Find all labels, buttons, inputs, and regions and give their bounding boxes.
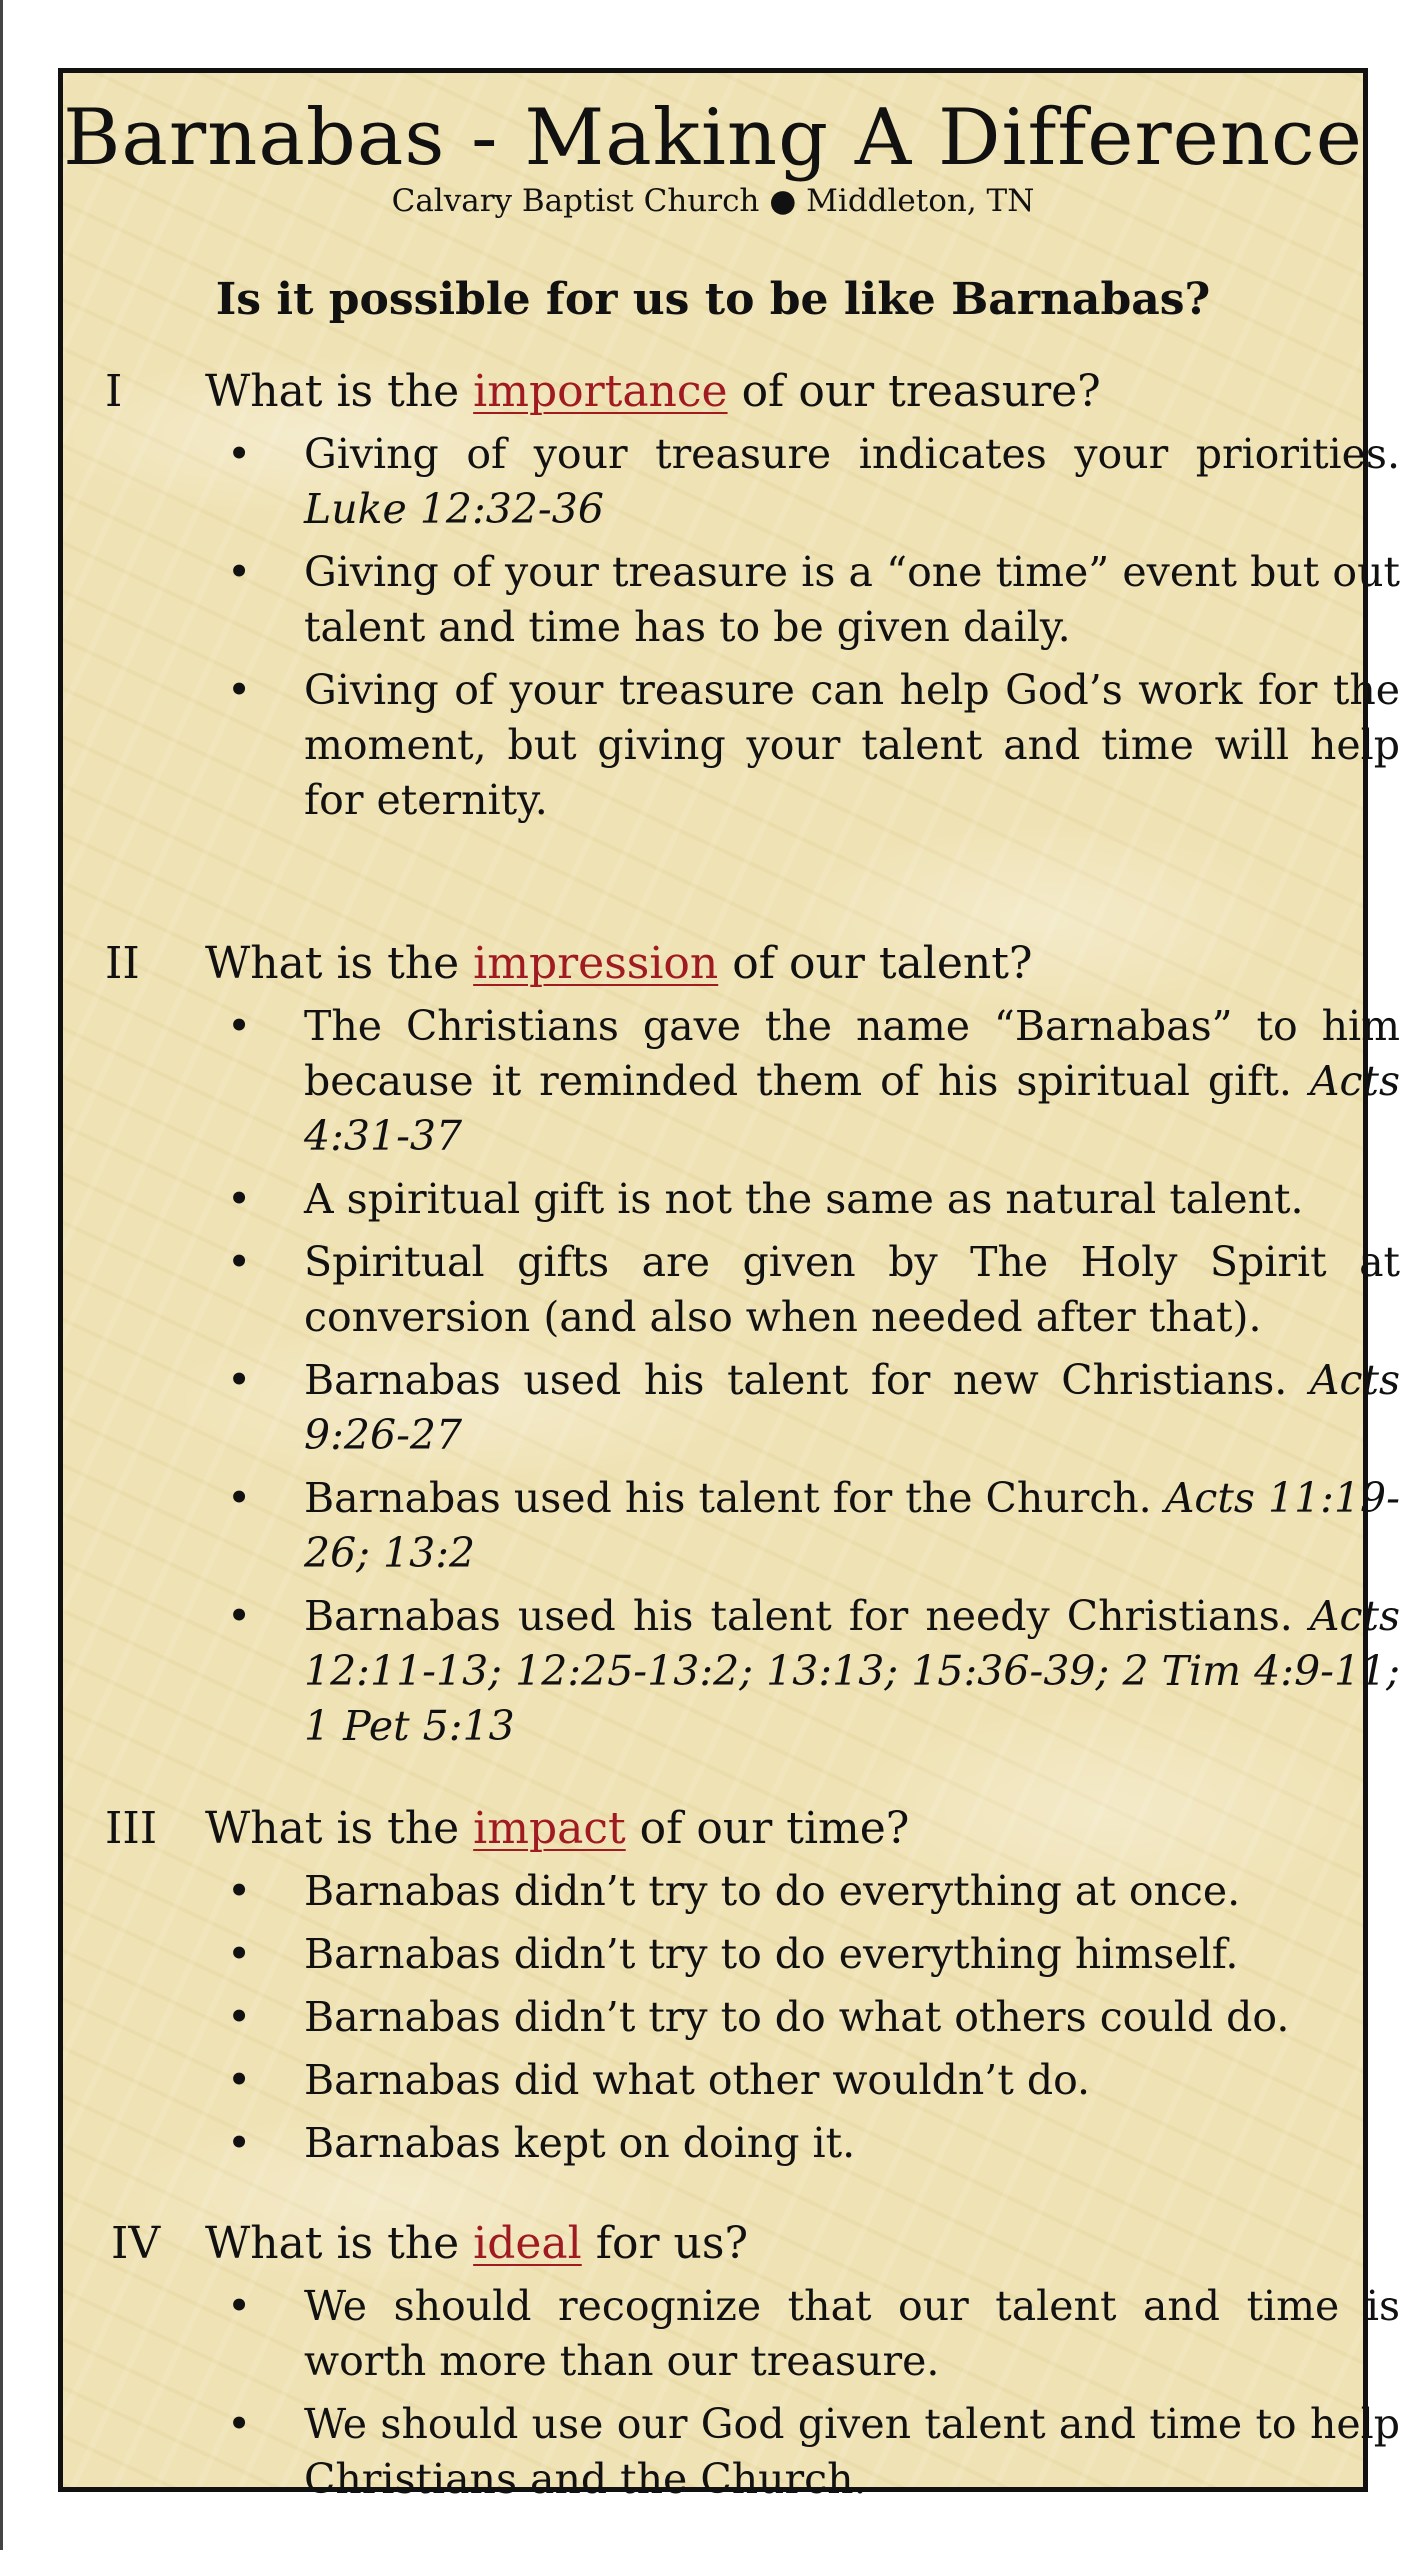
section-heading-text: What is the impression of our talent? bbox=[205, 938, 1033, 989]
section-heading bbox=[63, 935, 1363, 999]
bullet-icon: • bbox=[227, 1592, 252, 1640]
point-list bbox=[63, 1864, 1363, 2171]
section-numeral: IV bbox=[111, 2218, 161, 2269]
page-edge-line bbox=[0, 0, 3, 2550]
page-title: Barnabas - Making A Difference bbox=[63, 93, 1363, 183]
bullet-icon: • bbox=[227, 2400, 252, 2448]
scripture-reference: Acts 4:31-37 bbox=[304, 1057, 1400, 1160]
section-numeral: II bbox=[105, 938, 140, 989]
church-subtitle: Calvary Baptist Church ● Middleton, TN bbox=[391, 183, 1035, 219]
list-item: • The Christians gave the name “Barnabas” to him because it reminded them of his spiritual gift. Acts 4:31-37 bbox=[304, 999, 1400, 1164]
list-item: • Giving of your treasure can help God’s work for the moment, but giving your talent and time will help for eternity. bbox=[304, 663, 1400, 828]
section-keyword: impression bbox=[473, 938, 719, 989]
bullet-icon: • bbox=[227, 1238, 252, 1286]
list-item: • Barnabas didn’t try to do what others could do. bbox=[304, 1990, 1400, 2045]
bullet-icon: • bbox=[227, 666, 252, 714]
point-list bbox=[63, 427, 1400, 828]
section-1 bbox=[63, 363, 1400, 836]
section-3 bbox=[63, 1800, 1363, 2179]
list-item: • Barnabas didn’t try to do everything himself. bbox=[304, 1927, 1400, 1982]
list-item: • We should recognize that our talent and time is worth more than our treasure. bbox=[304, 2279, 1400, 2389]
list-item: • A spiritual gift is not the same as natural talent. bbox=[304, 1172, 1400, 1227]
bullet-icon: • bbox=[227, 430, 252, 478]
list-item: • Barnabas didn’t try to do everything at once. bbox=[304, 1864, 1400, 1919]
scripture-reference: Luke 12:32-36 bbox=[304, 485, 604, 533]
list-item: • Barnabas used his talent for needy Christians. Acts 12:11-13; 12:25-13:2; 13:13; 15:36-39; 2 Tim 4:9-11; 1 Pet 5:13 bbox=[304, 1589, 1400, 1754]
bullet-icon: • bbox=[227, 1002, 252, 1050]
scripture-reference: Acts 11:19-26; 13:2 bbox=[304, 1474, 1400, 1577]
main-question: Is it possible for us to be like Barnabas? bbox=[215, 274, 1211, 325]
bullet-icon: • bbox=[227, 1175, 252, 1223]
list-item: • Barnabas kept on doing it. bbox=[304, 2116, 1400, 2171]
bullet-icon: • bbox=[227, 548, 252, 596]
bullet-icon: • bbox=[227, 2282, 252, 2330]
bullet-icon: • bbox=[227, 1356, 252, 1404]
section-numeral: III bbox=[105, 1803, 158, 1854]
bullet-icon: • bbox=[227, 1474, 252, 1522]
section-keyword: impact bbox=[473, 1803, 626, 1854]
list-item: • Spiritual gifts are given by The Holy Spirit at conversion (and also when needed after that). bbox=[304, 1235, 1400, 1345]
bullet-icon: • bbox=[227, 2119, 252, 2167]
bullet-icon: • bbox=[227, 1993, 252, 2041]
list-item: • Barnabas used his talent for the Church. Acts 11:19-26; 13:2 bbox=[304, 1471, 1400, 1581]
section-heading bbox=[63, 2215, 1363, 2279]
section-heading-text: What is the ideal for us? bbox=[205, 2218, 749, 2269]
list-item: • Giving of your treasure is a “one time” event but out talent and time has to be given daily. bbox=[304, 545, 1400, 655]
bullet-icon: • bbox=[227, 1867, 252, 1915]
section-2 bbox=[63, 935, 1400, 1762]
sermon-outline-card bbox=[58, 68, 1400, 2503]
point-list bbox=[63, 999, 1400, 1754]
section-heading-text: What is the impact of our time? bbox=[205, 1803, 910, 1854]
scripture-reference: Acts 12:11-13; 12:25-13:2; 13:13; 15:36-39; 2 Tim 4:9-11; 1 Pet 5:13 bbox=[304, 1592, 1400, 1750]
section-numeral: I bbox=[105, 366, 123, 417]
section-keyword: importance bbox=[473, 366, 728, 417]
section-keyword: ideal bbox=[473, 2218, 582, 2269]
bullet-icon: • bbox=[227, 1930, 252, 1978]
list-item: • Barnabas used his talent for new Christians. Acts 9:26-27 bbox=[304, 1353, 1400, 1463]
section-heading-text: What is the importance of our treasure? bbox=[205, 366, 1101, 417]
list-item: • Giving of your treasure indicates your priorities. Luke 12:32-36 bbox=[304, 427, 1400, 537]
section-heading bbox=[63, 363, 1363, 427]
list-item: • Barnabas did what other wouldn’t do. bbox=[304, 2053, 1400, 2108]
scripture-reference: Acts 9:26-27 bbox=[304, 1356, 1400, 1459]
point-list bbox=[63, 2279, 1400, 2507]
section-4 bbox=[63, 2215, 1400, 2515]
section-heading bbox=[63, 1800, 1363, 1864]
list-item: • We should use our God given talent and time to help Christians and the Church. bbox=[304, 2397, 1400, 2507]
bullet-icon: • bbox=[227, 2056, 252, 2104]
